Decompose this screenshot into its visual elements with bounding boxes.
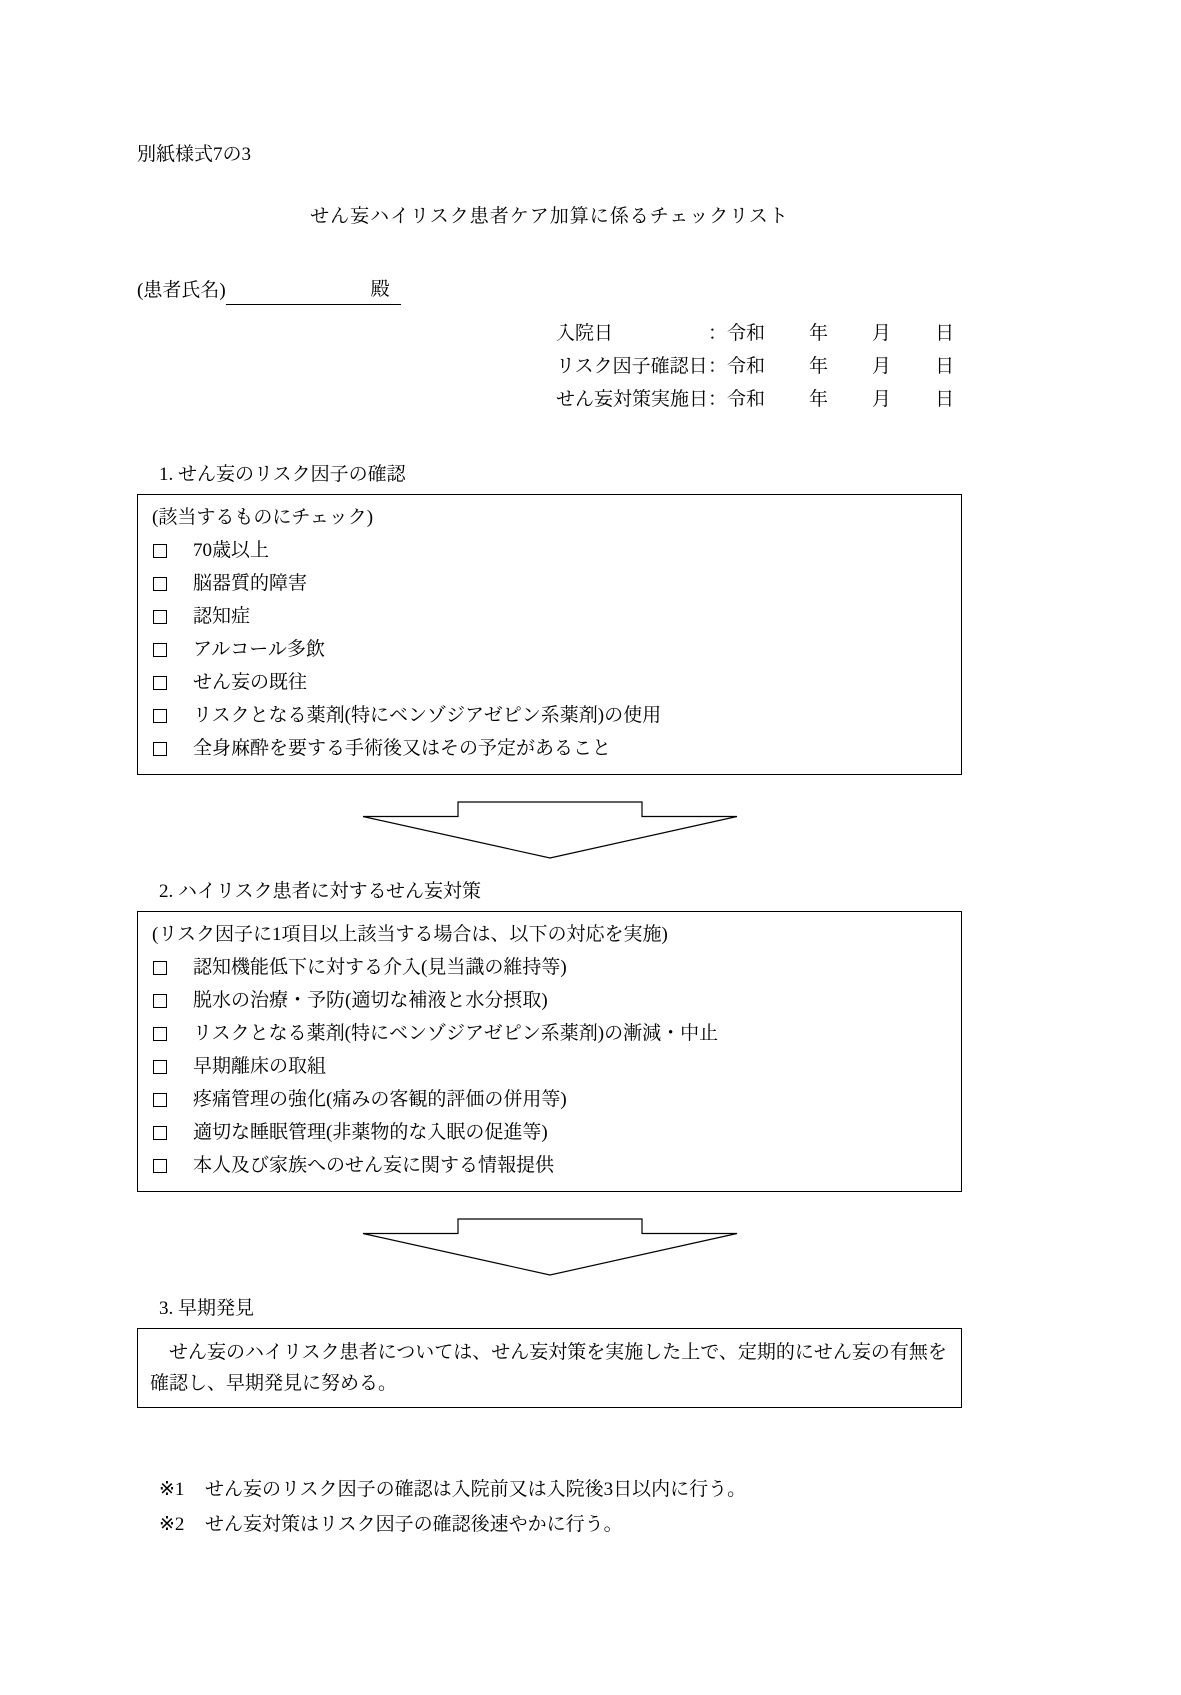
countermeasure-row	[150, 1083, 949, 1116]
patient-name-line	[137, 276, 962, 305]
risk-factor-label: 認知症	[193, 605, 251, 627]
date-separator: ：	[708, 356, 728, 377]
date-month-unit: 月	[872, 389, 892, 410]
page-title: せん妄ハイリスク患者ケア加算に係るチェックリスト	[310, 206, 789, 227]
countermeasure-label: 脱水の治療・予防(適切な補液と水分摂取)	[193, 989, 548, 1011]
countermeasure-label: 適切な睡眠管理(非薬物的な入眠の促進等)	[193, 1121, 548, 1143]
date-day-unit: 日	[935, 356, 955, 377]
countermeasure-note: (リスク因子に1項目以上該当する場合は、以下の対応を実施)	[152, 924, 668, 945]
countermeasure-row	[150, 951, 949, 984]
risk-factor-row	[150, 732, 949, 765]
risk-factor-label: 70歳以上	[193, 539, 270, 561]
checkbox[interactable]	[153, 961, 167, 975]
date-year-unit: 年	[809, 323, 829, 344]
flow-arrow-2	[137, 1218, 962, 1276]
section1-heading: 1. せん妄のリスク因子の確認	[159, 464, 406, 485]
date-label: 入院日	[556, 323, 614, 344]
checkbox[interactable]	[153, 610, 167, 624]
checkbox[interactable]	[153, 544, 167, 558]
countermeasure-row	[150, 1017, 949, 1050]
date-separator: ：	[708, 389, 728, 410]
risk-factor-row	[150, 534, 949, 567]
risk-factor-row	[150, 633, 949, 666]
risk-factor-label: リスクとなる薬剤(特にベンゾジアゼピン系薬剤)の使用	[193, 704, 662, 726]
risk-factor-row	[150, 600, 949, 633]
footnote-text: せん妄のリスク因子の確認は入院前又は入院後3日以内に行う。	[205, 1479, 747, 1500]
form-label: 別紙様式7の3	[137, 144, 252, 165]
risk-factor-label: せん妄の既往	[193, 671, 308, 693]
risk-factor-label: 全身麻酔を要する手術後又はその予定があること	[193, 737, 612, 759]
checkbox[interactable]	[153, 1126, 167, 1140]
risk-factor-row	[150, 567, 949, 600]
date-era: 令和	[727, 389, 766, 410]
checkbox[interactable]	[153, 709, 167, 723]
date-label: リスク因子確認日	[556, 356, 708, 377]
date-label: せん妄対策実施日	[556, 389, 709, 410]
section3-heading: 3. 早期発見	[159, 1298, 255, 1319]
admission-date-row	[556, 317, 962, 350]
date-separator: ：	[708, 323, 728, 344]
footnote-marker: ※2	[159, 1514, 185, 1535]
checkbox[interactable]	[153, 577, 167, 591]
date-month-unit: 月	[872, 356, 892, 377]
risk-factor-label: 脳器質的障害	[193, 572, 308, 594]
risk-check-date-row	[556, 350, 962, 383]
risk-factor-row	[150, 699, 949, 732]
countermeasure-label: 疼痛管理の強化(痛みの客観的評価の併用等)	[193, 1088, 567, 1110]
footnote-text: せん妄対策はリスク因子の確認後速やかに行う。	[205, 1514, 623, 1535]
date-year-unit: 年	[809, 356, 829, 377]
date-month-unit: 月	[872, 323, 892, 344]
countermeasure-label: 認知機能低下に対する介入(見当識の維持等)	[193, 956, 567, 978]
flow-arrow-1	[137, 801, 962, 859]
patient-honorific: 殿	[370, 279, 390, 300]
early-detection-box	[137, 1328, 962, 1408]
checkbox[interactable]	[153, 1060, 167, 1074]
countermeasure-row	[150, 984, 949, 1017]
checkbox[interactable]	[153, 742, 167, 756]
checkbox[interactable]	[153, 676, 167, 690]
countermeasure-box	[137, 911, 962, 1192]
early-detection-text: せん妄のハイリスク患者については、せん妄対策を実施した上で、定期的にせん妄の有無を確認し、早期発見に努める。	[150, 1342, 947, 1394]
checkbox[interactable]	[153, 1159, 167, 1173]
footnotes	[159, 1472, 962, 1542]
checkbox[interactable]	[153, 994, 167, 1008]
date-day-unit: 日	[935, 389, 955, 410]
footnote-1	[159, 1472, 962, 1507]
footnote-marker: ※1	[159, 1479, 185, 1500]
countermeasure-label: 本人及び家族へのせん妄に関する情報提供	[193, 1154, 555, 1176]
checkbox[interactable]	[153, 643, 167, 657]
risk-factor-note: (該当するものにチェック)	[152, 507, 374, 528]
date-era: 令和	[727, 356, 766, 377]
down-arrow-icon	[362, 1218, 738, 1276]
patient-name-field[interactable]	[226, 276, 401, 305]
date-day-unit: 日	[935, 323, 955, 344]
countermeasure-date-row	[556, 383, 962, 416]
countermeasure-row	[150, 1050, 949, 1083]
document-content	[137, 142, 962, 1542]
date-year-unit: 年	[809, 389, 829, 410]
section2-heading: 2. ハイリスク患者に対するせん妄対策	[159, 881, 482, 902]
countermeasure-label: リスクとなる薬剤(特にベンゾジアゼピン系薬剤)の漸減・中止	[193, 1022, 719, 1044]
date-era: 令和	[727, 323, 766, 344]
risk-factor-row	[150, 666, 949, 699]
checkbox[interactable]	[153, 1027, 167, 1041]
countermeasure-row	[150, 1116, 949, 1149]
down-arrow-icon	[362, 801, 738, 859]
patient-name-label: (患者氏名)	[137, 280, 226, 301]
risk-factor-label: アルコール多飲	[193, 638, 325, 660]
countermeasure-row	[150, 1149, 949, 1182]
risk-factor-box	[137, 494, 962, 775]
footnote-2	[159, 1507, 962, 1542]
date-block	[556, 317, 962, 416]
checkbox[interactable]	[153, 1093, 167, 1107]
countermeasure-label: 早期離床の取組	[193, 1055, 327, 1077]
